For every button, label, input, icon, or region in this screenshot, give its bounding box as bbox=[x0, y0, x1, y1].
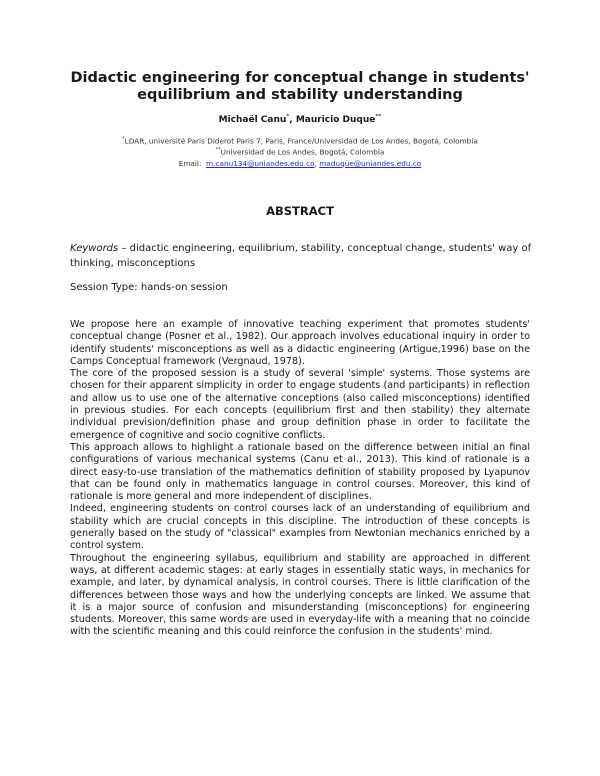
affiliation-text: Universidad de Los Andes, Bogotá, Colombia bbox=[220, 147, 385, 157]
email-link-duque[interactable]: maduque@uniandes.edu.co bbox=[319, 159, 422, 168]
affiliation-mark: ** bbox=[215, 146, 221, 153]
email-label: Email: bbox=[178, 159, 202, 168]
affiliation-1 bbox=[60, 135, 540, 146]
abstract-body bbox=[70, 319, 530, 639]
email-line: Email: m.canu134@uniandes.edu.co, maduque@uniandes.edu.co bbox=[178, 159, 422, 168]
author-name: Mauricio Duque bbox=[295, 115, 376, 125]
body-paragraph: Throughout the engineering syllabus, equilibrium and stability are approached in different ways, at different academic stages: at early stages in essentially static ways, in mechanics for example, and later, by dynamical analysis, in control courses. There is little clarification of the differences between those ways and how the underlying concepts are linked. We assume that it is a major source of confusion and misunderstanding (misconceptions) for engineering students. Moreover, this same words are used in everyday-life with a meaning that no coincide with the scientific meaning and this could reinforce the confusion in the students' mind. bbox=[70, 552, 530, 638]
body-paragraph: We propose here an example of innovative teaching experiment that promotes students' conceptual change (Posner et al., 1982). Our approach involves educational inquiry in order to identify students' misconceptions as well as a didactic engineering (Artigue,1996) base on the Camps Conceptual framework (Vergnaud, 1978). bbox=[70, 319, 530, 367]
session-type: Session Type: hands-on session bbox=[70, 282, 228, 293]
author-name: Michaël Canu bbox=[218, 115, 287, 125]
author-mark: ** bbox=[375, 113, 382, 120]
email-link-canu[interactable]: m.canu134@uniandes.edu.co bbox=[206, 159, 315, 168]
keywords-label: Keywords bbox=[70, 243, 119, 254]
abstract-heading: ABSTRACT bbox=[266, 204, 334, 218]
author-line: Michaël Canu*, Mauricio Duque** bbox=[218, 113, 382, 125]
affiliation-mark: * bbox=[122, 136, 125, 142]
affiliations bbox=[60, 135, 540, 157]
paper-title: Didactic engineering for conceptual change in students' equilibrium and stability understanding bbox=[70, 70, 530, 103]
author-mark: * bbox=[286, 113, 290, 120]
body-paragraph: Indeed, engineering students on control courses lack of an understanding of equilibrium and stability which are crucial concepts in this discipline. The introduction of these concepts is generally based on the study of "classical" examples from Newtonian mechanics enriched by a control system. bbox=[70, 503, 530, 552]
keywords bbox=[70, 241, 532, 271]
affiliation-text: LDAR, université Paris Diderot Paris 7, Paris, France/Universidad de Los Andes, Bogotá, Colombia bbox=[124, 136, 478, 146]
affiliation-2 bbox=[60, 146, 540, 157]
body-paragraph: The core of the proposed session is a study of several 'simple' systems. Those systems are chosen for their apparent simplicity in order to engage students (and participants) in reflection and allow us to use one of the alternative conceptions (also called misconceptions) identified in previous studies. For each concepts (equilibrium first and then stability) they alternate individual prevision/definition phase and group definition phase in order to facilitate the emergence of cognitive and socio cognitive conflicts. bbox=[70, 368, 530, 441]
keywords-text: – didactic engineering, equilibrium, stability, conceptual change, students' way of thinking, misconceptions bbox=[70, 243, 532, 269]
body-paragraph: This approach allows to highlight a rationale based on the difference between initial an final configurations of various mechanical systems (Canu et al., 2013). This kind of rationale is a direct easy-to-use translation of the mathematics definition of stability proposed by Lyapunov that can be found only in mathematics language in control courses. Moreover, this kind of rationale is more general and more independent of disciplines. bbox=[70, 441, 530, 503]
